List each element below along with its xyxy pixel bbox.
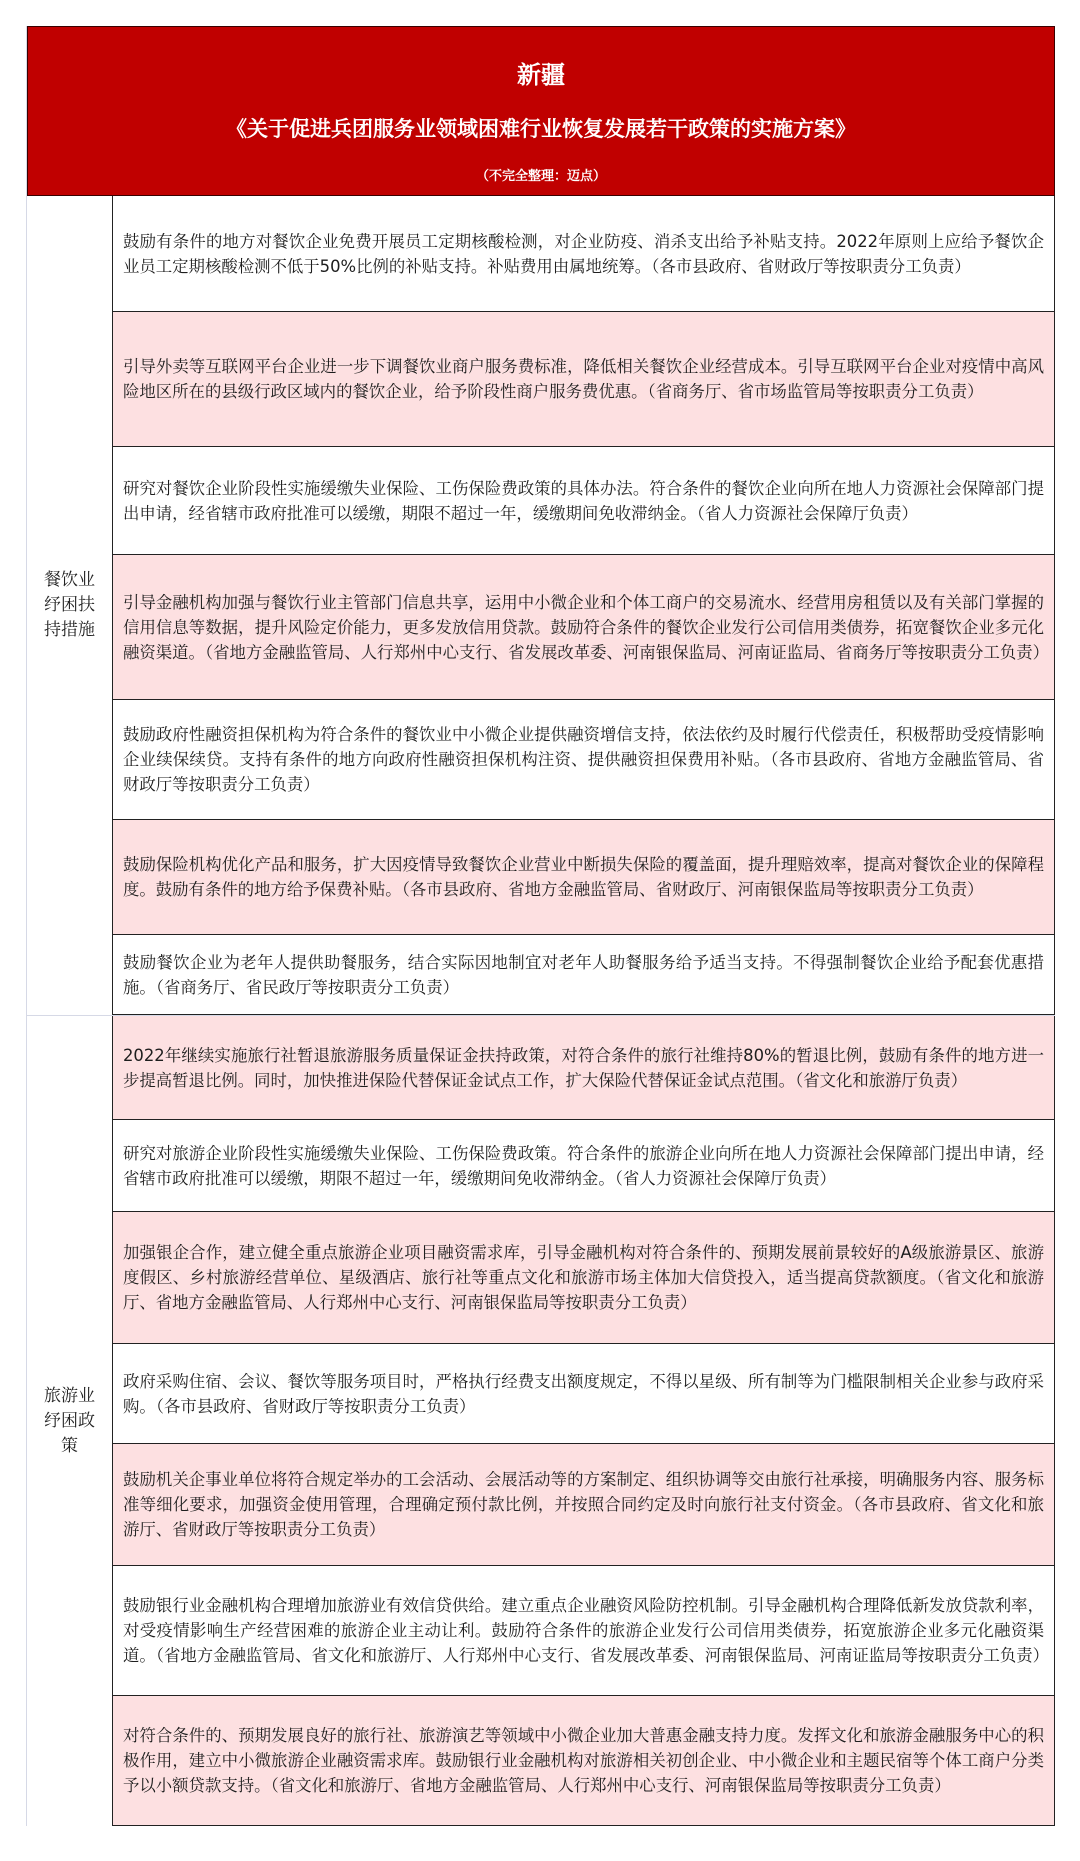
policy-text: 政府采购住宿、会议、餐饮等服务项目时，严格执行经费支出额度规定，不得以星级、所有制等为门槛限制相关企业参与政府采购。（各市县政府、省财政厅等按职责分工负责） <box>123 1371 1044 1416</box>
policy-row <box>112 1016 1055 1120</box>
policy-text: 鼓励政府性融资担保机构为符合条件的餐饮业中小微企业提供融资增信支持，依法依约及时履行代偿责任，积极帮助受疫情影响企业续保续贷。支持有条件的地方向政府性融资担保机构注资、提供融资担保费用补贴。（各市县政府、省地方金融监管局、省财政厅等按职责分工负责） <box>123 725 1044 794</box>
policy-text: 研究对餐饮企业阶段性实施缓缴失业保险、工伤保险费政策的具体办法。符合条件的餐饮企业向所在地人力资源社会保障部门提出申请，经省辖市政府批准可以缓缴，期限不超过一年，缓缴期间免收滞纳金。（省人力资源社会保障厅负责） <box>123 478 1044 523</box>
category-cell <box>27 196 112 1015</box>
policy-row <box>112 1696 1055 1826</box>
policy-row <box>112 700 1055 820</box>
policy-text: 鼓励机关企事业单位将符合规定举办的工会活动、会展活动等的方案制定、组织协调等交由旅行社承接，明确服务内容、服务标准等细化要求，加强资金使用管理，合理确定预付款比例，并按照合同约定及时向旅行社支付资金。（各市县政府、省文化和旅游厅、省财政厅等按职责分工负责） <box>123 1470 1044 1539</box>
policy-row <box>112 1444 1055 1566</box>
policy-text: 2022年继续实施旅行社暂退旅游服务质量保证金扶持政策，对符合条件的旅行社维持80%的暂退比例，鼓励有条件的地方进一步提高暂退比例。同时，加快推进保险代替保证金试点工作，扩大保险代替保证金试点范围。（省文化和旅游厅负责） <box>123 1045 1044 1090</box>
section-catering <box>27 196 1055 1015</box>
document-title: 《关于促进兵团服务业领域困难行业恢复发展若干政策的实施方案》 <box>226 117 856 141</box>
policy-text: 鼓励有条件的地方对餐饮企业免费开展员工定期核酸检测，对企业防疫、消杀支出给予补贴支持。2022年原则上应给予餐饮企业员工定期核酸检测不低于50%比例的补贴支持。补贴费用由属地统筹。（各市县政府、省财政厅等按职责分工负责） <box>123 231 1044 276</box>
policy-text: 引导外卖等互联网平台企业进一步下调餐饮业商户服务费标准，降低相关餐饮企业经营成本。引导互联网平台企业对疫情中高风险地区所在的县级行政区域内的餐饮企业，给予阶段性商户服务费优惠。（省商务厅、省市场监管局等按职责分工负责） <box>123 357 1044 401</box>
category-cell <box>27 1016 112 1826</box>
compiler-note: （不完全整理：迈点） <box>475 169 606 184</box>
policy-row <box>112 555 1055 700</box>
category-label: 旅游业纾困政策 <box>44 1385 95 1456</box>
section-tourism <box>27 1015 1055 1826</box>
policy-row <box>112 935 1055 1015</box>
province-title: 新疆 <box>517 61 565 89</box>
policy-table <box>26 26 1055 1826</box>
policy-text: 引导金融机构加强与餐饮行业主管部门信息共享，运用中小微企业和个体工商户的交易流水、经营用房租赁以及有关部门掌握的信用信息等数据，提升风险定价能力，更多发放信用贷款。鼓励符合条件的餐饮企业发行公司信用类债券，拓宽餐饮企业多元化融资渠道。（省地方金融监管局、人行郑州中心支行、省发展改革委、河南银保监局、河南证监局、省商务厅等按职责分工负责） <box>123 592 1050 662</box>
policy-text: 鼓励保险机构优化产品和服务，扩大因疫情导致餐饮企业营业中断损失保险的覆盖面，提升理赔效率，提高对餐饮企业的保障程度。鼓励有条件的地方给予保费补贴。（各市县政府、省地方金融监管局、省财政厅、河南银保监局等按职责分工负责） <box>123 855 1044 899</box>
table-header <box>27 26 1055 196</box>
policy-text: 鼓励银行业金融机构合理增加旅游业有效信贷供给。建立重点企业融资风险防控机制。引导金融机构合理降低新发放贷款利率，对受疫情影响生产经营困难的旅游企业主动让利。鼓励符合条件的旅游企业发行公司信用类债券，拓宽旅游企业多元化融资渠道。（省地方金融监管局、省文化和旅游厅、人行郑州中心支行、省发展改革委、河南银保监局、河南证监局等按职责分工负责） <box>123 1596 1050 1665</box>
policy-row <box>112 820 1055 935</box>
policy-row <box>112 312 1055 447</box>
policy-row <box>112 1344 1055 1444</box>
policy-text: 对符合条件的、预期发展良好的旅行社、旅游演艺等领域中小微企业加大普惠金融支持力度。发挥文化和旅游金融服务中心的积极作用，建立中小微旅游企业融资需求库。鼓励银行业金融机构对旅游相关初创企业、中小微企业和主题民宿等个体工商户分类予以小额贷款支持。（省文化和旅游厅、省地方金融监管局、人行郑州中心支行、河南银保监局等按职责分工负责） <box>123 1726 1044 1795</box>
policy-row <box>112 196 1055 312</box>
policy-text: 加强银企合作，建立健全重点旅游企业项目融资需求库，引导金融机构对符合条件的、预期发展前景较好的A级旅游景区、旅游度假区、乡村旅游经营单位、星级酒店、旅行社等重点文化和旅游市场主体加大信贷投入，适当提高贷款额度。（省文化和旅游厅、省地方金融监管局、人行郑州中心支行、河南银保监局等按职责分工负责） <box>123 1243 1044 1312</box>
policy-text: 鼓励餐饮企业为老年人提供助餐服务，结合实际因地制宜对老年人助餐服务给予适当支持。不得强制餐饮企业给予配套优惠措施。（省商务厅、省民政厅等按职责分工负责） <box>123 952 1044 997</box>
policy-row <box>112 1212 1055 1344</box>
category-label: 餐饮业纾困扶持措施 <box>44 570 95 640</box>
policy-row <box>112 1120 1055 1212</box>
policy-row <box>112 447 1055 555</box>
policy-text: 研究对旅游企业阶段性实施缓缴失业保险、工伤保险费政策。符合条件的旅游企业向所在地人力资源社会保障部门提出申请，经省辖市政府批准可以缓缴，期限不超过一年，缓缴期间免收滞纳金。（省人力资源社会保障厅负责） <box>123 1143 1044 1188</box>
policy-row <box>112 1566 1055 1696</box>
